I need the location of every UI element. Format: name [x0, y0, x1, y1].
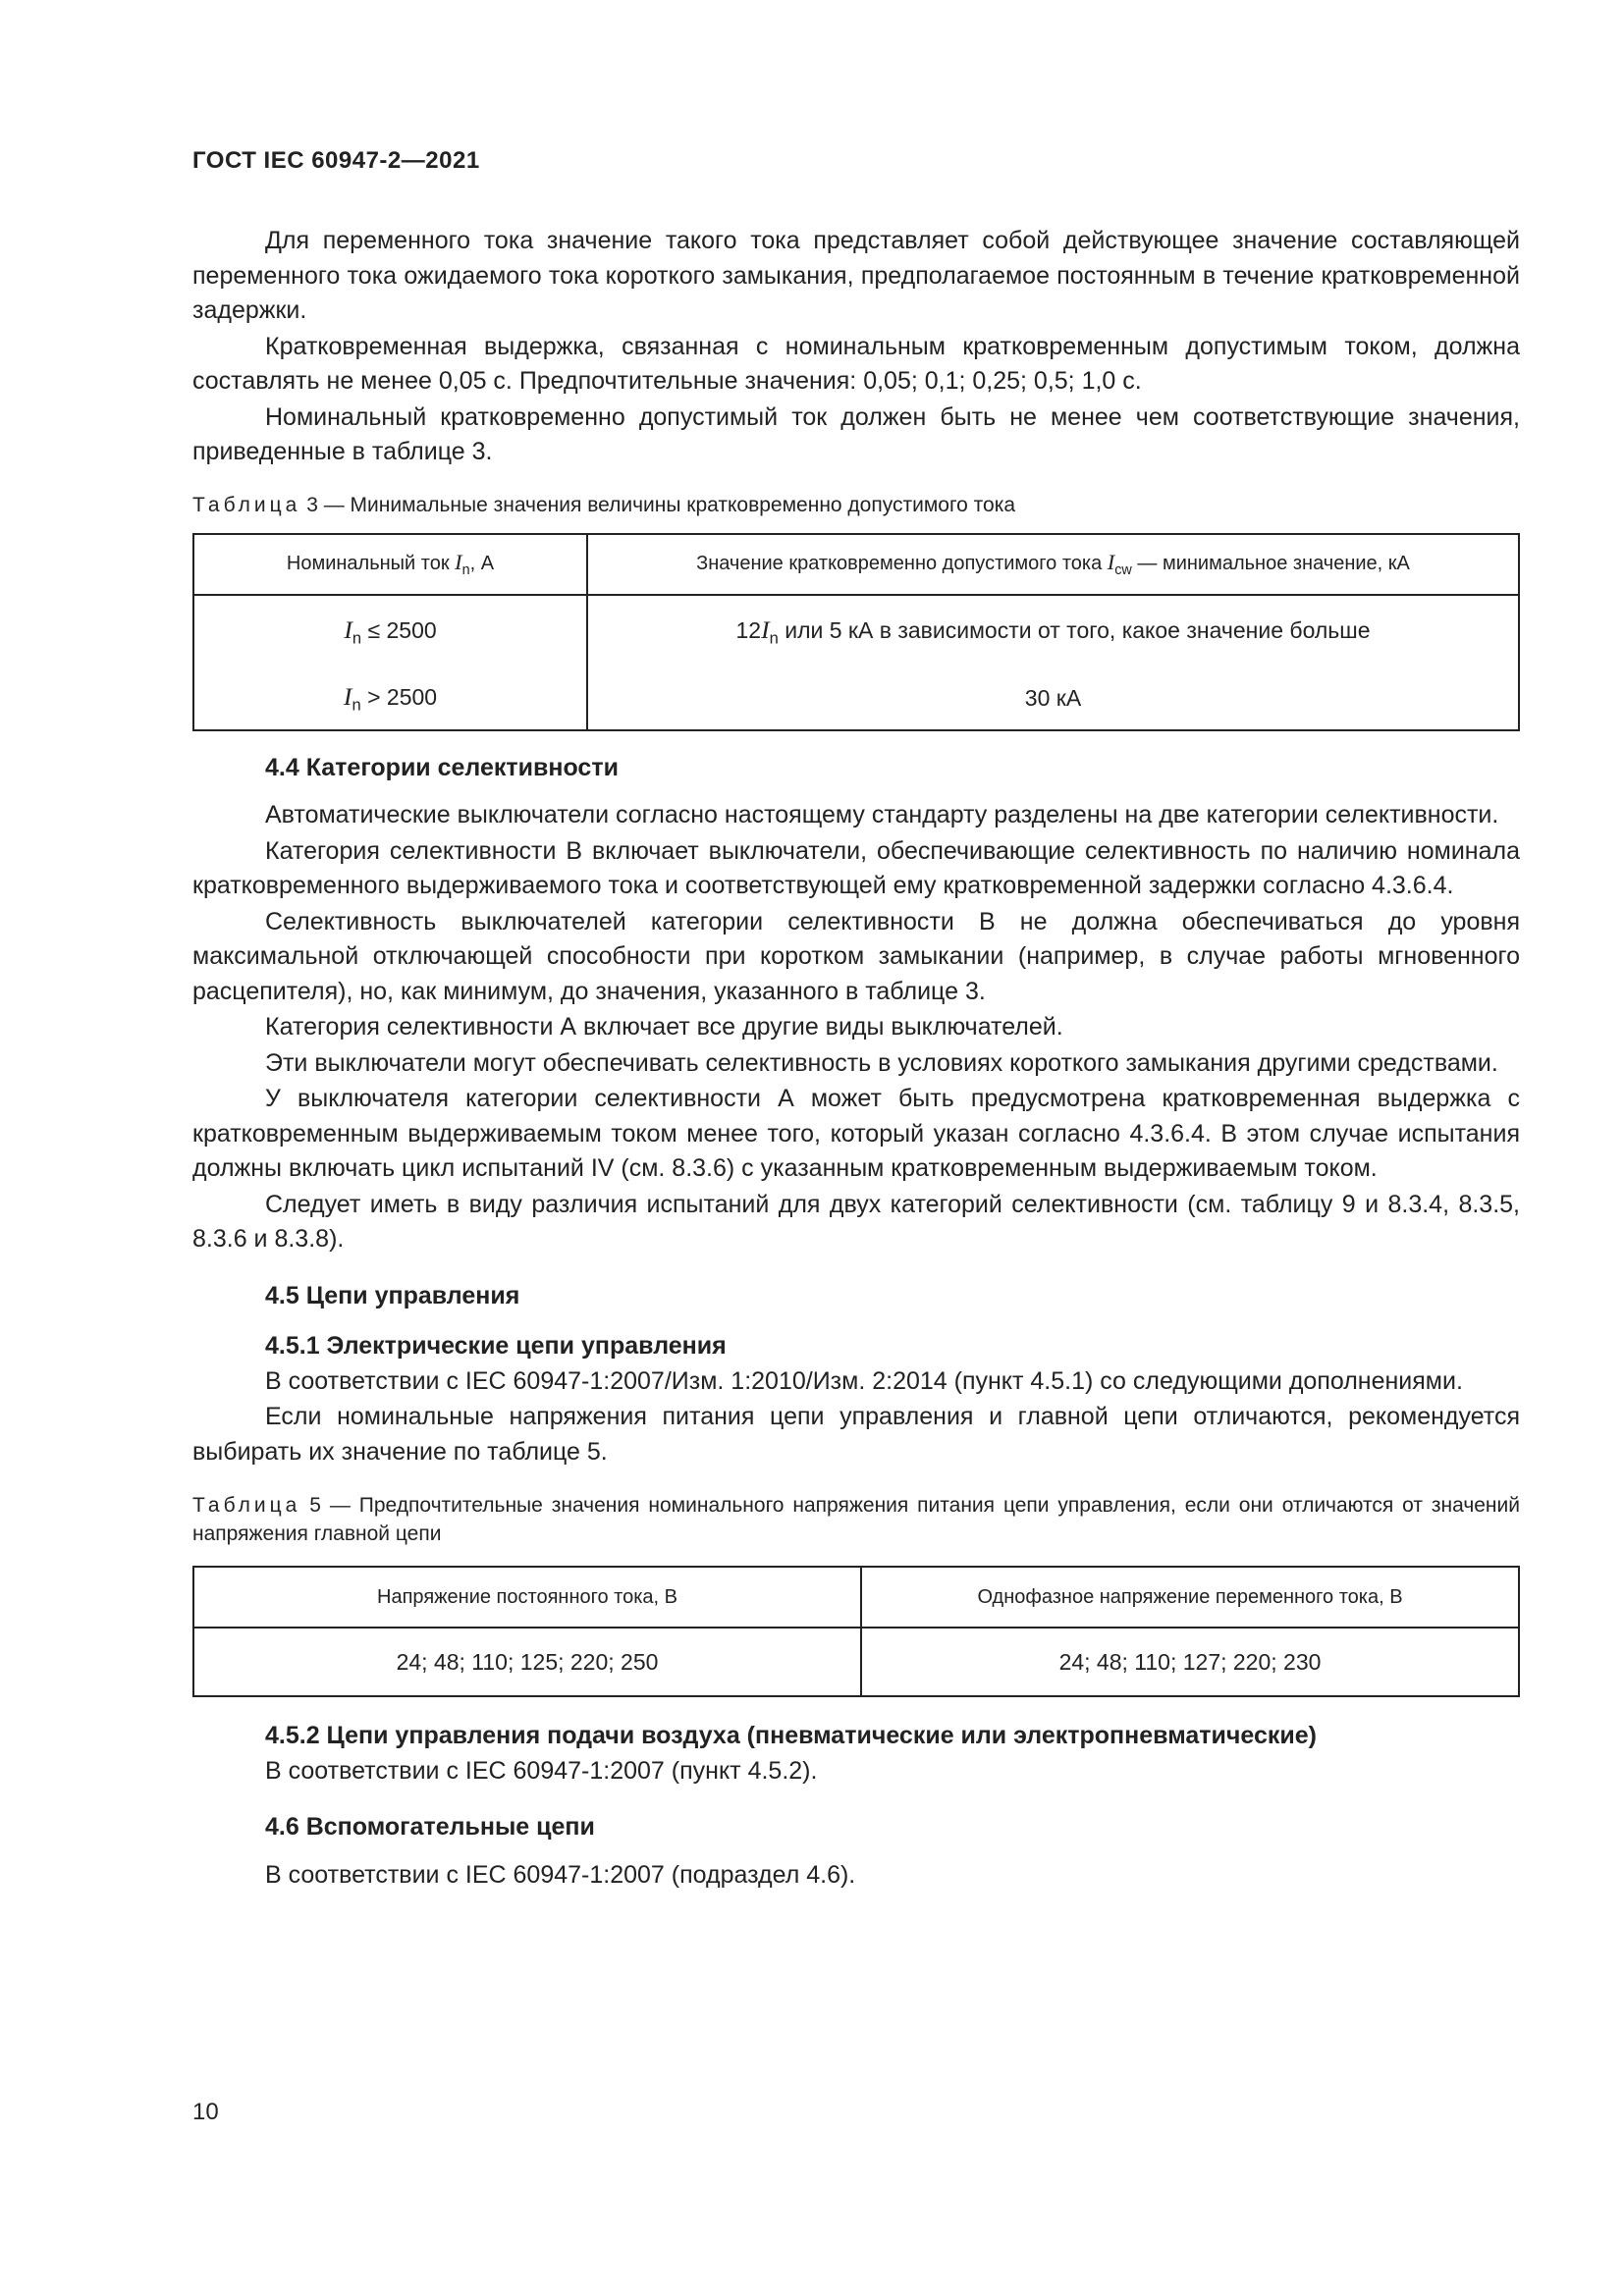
table-row [193, 668, 1519, 730]
table3-header-rated-current: Номинальный ток $I_n$, А [193, 534, 587, 595]
section-heading-4-6: 4.6 Вспомогательные цепи [265, 1813, 595, 1841]
table3-cell: $12I_n$ или 5 кА в зависимости от того, какое значение больше [587, 595, 1519, 668]
table5-caption-word: Таблица [192, 1494, 301, 1517]
paragraph: В соответствии с IEC 60947-1:2007 (подраздел 4.6). [265, 1860, 856, 1889]
table-row [193, 595, 1519, 668]
table5-caption-text: 5 — Предпочтительные значения номинального напряжения питания цепи управления, если они отличаются от значений напряжения главной цепи [192, 1494, 1520, 1545]
paragraph: В соответствии с IEC 60947-1:2007 (пункт 4.5.2). [265, 1756, 818, 1785]
paragraph: Категория селективности А включает все другие виды выключателей. [265, 1013, 1063, 1041]
section-heading-4-4: 4.4 Категории селективности [265, 753, 619, 781]
table3-cell: $I_n \le 2500$ [193, 595, 587, 668]
table3-header-withstand-current: Значение кратковременно допустимого тока $I_{cw}$ — минимальное значение, кА [587, 534, 1519, 595]
paragraph: Если номинальные напряжения питания цепи управления и главной цепи отличаются, рекомендуется выбирать их значение по таблице 5. [192, 1403, 1520, 1466]
paragraph: Для переменного тока значение такого тока представляет собой действующее значение составляющей переменного тока ожидаемого тока короткого замыкания, предполагаемое постоянным в течение кратковременной задержки. [192, 227, 1520, 324]
table5-caption [192, 1491, 1520, 1548]
document-body [192, 224, 1520, 1893]
table-row [193, 1628, 1519, 1696]
paragraph: Следует иметь в виду различия испытаний для двух категорий селективности (см. таблицу 9 и 8.3.4, 8.3.5, 8.3.6 и 8.3.8). [192, 1190, 1520, 1253]
table3-cell: $I_n > 2500$ [193, 668, 587, 730]
table3-caption-word: Таблица [192, 493, 301, 516]
table3-caption [192, 491, 1520, 519]
section-heading-4-5: 4.5 Цепи управления [265, 1281, 520, 1309]
paragraph: Категория селективности В включает выключатели, обеспечивающие селективность по наличию номинала кратковременного выдерживаемого тока и соответствующей ему кратковременной задержки согласно 4.3.6.4. [192, 836, 1520, 899]
page-number: 10 [192, 2099, 219, 2125]
document-header: ГОСТ IEC 60947-2—2021 [192, 147, 480, 174]
section-heading-4-5-2: 4.5.2 Цепи управления подачи воздуха (пневматические или электропневматические) [265, 1722, 1317, 1749]
paragraph: Селективность выключателей категории селективности В не должна обеспечиваться до уровня максимальной отключающей способности при коротком замыкании (например, в случае работы мгновенного расцепителя), но, как минимум, до значения, указанного в таблице 3. [192, 907, 1520, 1005]
table3-caption-text: 3 — Минимальные значения величины кратковременно допустимого тока [306, 493, 1016, 516]
paragraph: Кратковременная выдержка, связанная с номинальным кратковременным допустимым током, должна составлять не менее 0,05 с. Предпочтительные значения: 0,05; 0,1; 0,25; 0,5; 1,0 с. [192, 332, 1520, 395]
table5-header-ac-voltage: Однофазное напряжение переменного тока, В [861, 1567, 1519, 1628]
section-heading-4-5-1: 4.5.1 Электрические цепи управления [265, 1332, 727, 1360]
paragraph: Автоматические выключатели согласно настоящему стандарту разделены на две категории селективности. [265, 801, 1499, 828]
paragraph: Номинальный кратковременно допустимый ток должен быть не менее чем соответствующие значения, приведенные в таблице 3. [192, 402, 1520, 465]
table-5 [192, 1566, 1520, 1697]
paragraph: У выключателя категории селективности А может быть предусмотрена кратковременная выдержка с кратковременным выдерживаемым током менее того, который указан согласно 4.3.6.4. В этом случае испытания должны включать цикл испытаний IV (см. 8.3.6) с указанным кратковременным выдерживаемым током. [192, 1085, 1520, 1182]
paragraph: Эти выключатели могут обеспечивать селективность в условиях короткого замыкания другими средствами. [265, 1048, 1498, 1077]
paragraph: В соответствии с IEC 60947-1:2007/Изм. 1:2010/Изм. 2:2014 (пункт 4.5.1) со следующими дополнениями. [265, 1366, 1463, 1395]
table5-cell: 24; 48; 110; 127; 220; 230 [861, 1628, 1519, 1696]
table3-cell: 30 кА [587, 668, 1519, 730]
table-3 [192, 533, 1520, 731]
table5-header-dc-voltage: Напряжение постоянного тока, В [193, 1567, 861, 1628]
table5-cell: 24; 48; 110; 125; 220; 250 [193, 1628, 861, 1696]
